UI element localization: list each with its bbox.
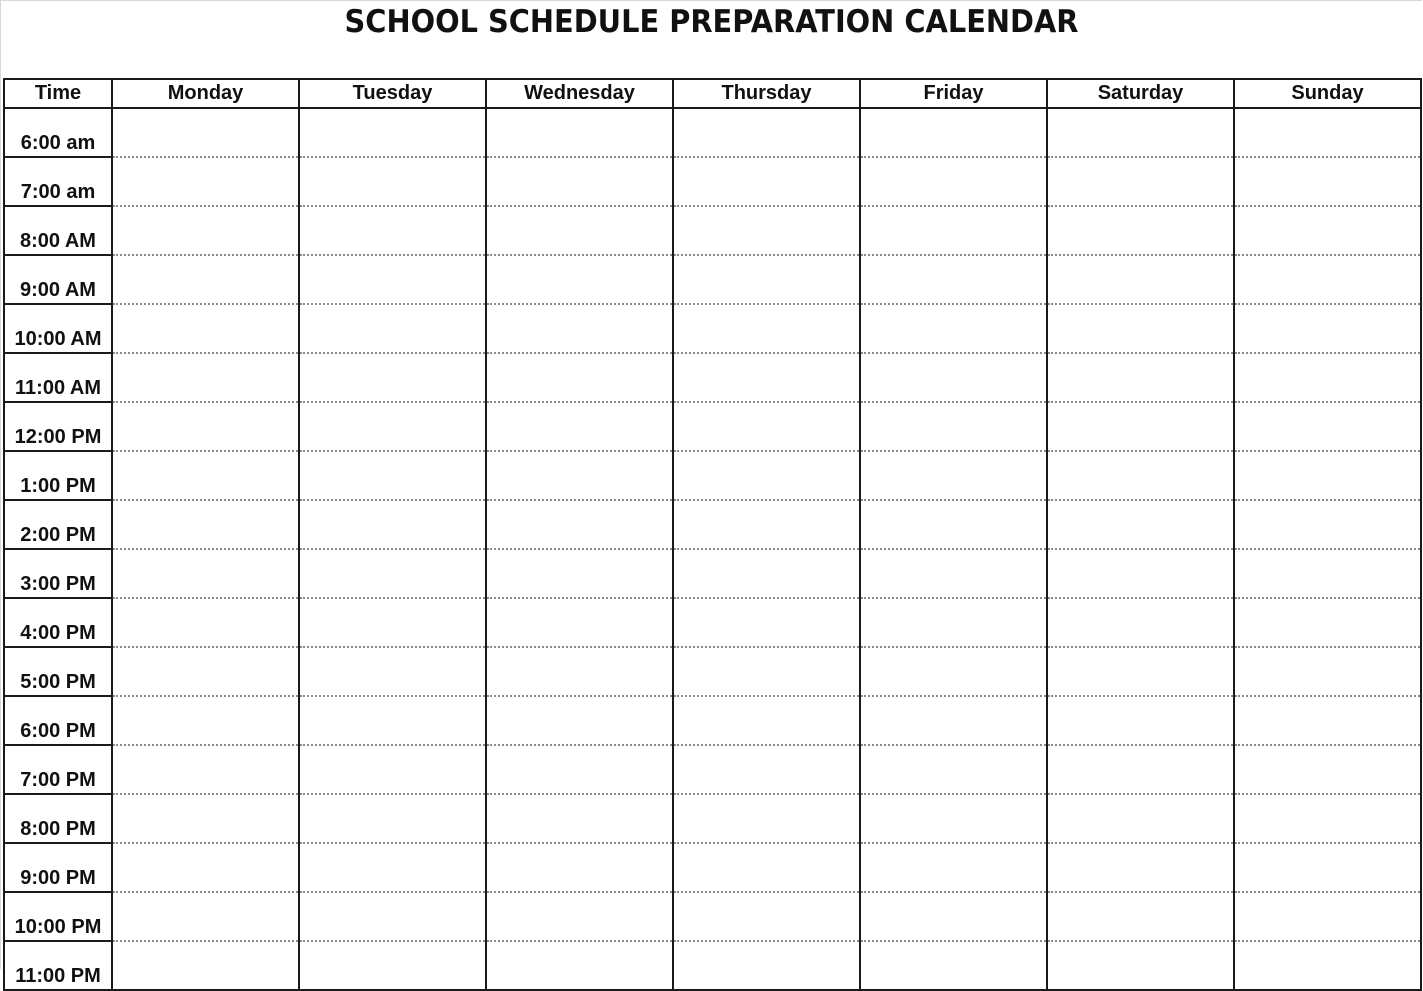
column-header-friday: Friday (860, 79, 1047, 108)
schedule-cell-thursday[interactable] (673, 500, 860, 549)
schedule-cell-wednesday[interactable] (486, 941, 673, 990)
schedule-cell-wednesday[interactable] (486, 304, 673, 353)
column-header-saturday: Saturday (1047, 79, 1234, 108)
schedule-cell-thursday[interactable] (673, 255, 860, 304)
schedule-cell-thursday[interactable] (673, 794, 860, 843)
schedule-cell-tuesday[interactable] (299, 157, 486, 206)
schedule-cell-thursday[interactable] (673, 108, 860, 157)
schedule-cell-friday[interactable] (860, 549, 1047, 598)
time-slot-row (4, 696, 1421, 745)
schedule-cell-friday[interactable] (860, 451, 1047, 500)
schedule-cell-tuesday[interactable] (299, 892, 486, 941)
schedule-cell-saturday[interactable] (1047, 843, 1234, 892)
column-header-sunday: Sunday (1234, 79, 1421, 108)
column-header-tuesday: Tuesday (299, 79, 486, 108)
schedule-cell-friday[interactable] (860, 402, 1047, 451)
time-label: 9:00 AM (4, 255, 112, 304)
schedule-cell-wednesday[interactable] (486, 206, 673, 255)
time-slot-row (4, 108, 1421, 157)
time-label: 7:00 PM (4, 745, 112, 794)
schedule-cell-tuesday[interactable] (299, 745, 486, 794)
schedule-cell-friday[interactable] (860, 892, 1047, 941)
time-slot-row (4, 843, 1421, 892)
schedule-cell-thursday[interactable] (673, 843, 860, 892)
time-slot-row (4, 647, 1421, 696)
schedule-cell-sunday[interactable] (1234, 696, 1421, 745)
schedule-cell-friday[interactable] (860, 647, 1047, 696)
schedule-cell-sunday[interactable] (1234, 206, 1421, 255)
schedule-cell-wednesday[interactable] (486, 843, 673, 892)
schedule-cell-friday[interactable] (860, 206, 1047, 255)
schedule-cell-monday[interactable] (112, 598, 299, 647)
schedule-cell-sunday[interactable] (1234, 255, 1421, 304)
schedule-cell-friday[interactable] (860, 108, 1047, 157)
schedule-cell-friday[interactable] (860, 696, 1047, 745)
schedule-cell-tuesday[interactable] (299, 500, 486, 549)
schedule-cell-saturday[interactable] (1047, 696, 1234, 745)
header-row (4, 79, 1421, 108)
time-label: 1:00 PM (4, 451, 112, 500)
schedule-cell-sunday[interactable] (1234, 892, 1421, 941)
schedule-cell-sunday[interactable] (1234, 108, 1421, 157)
time-slot-row (4, 402, 1421, 451)
schedule-cell-saturday[interactable] (1047, 598, 1234, 647)
schedule-table (3, 78, 1422, 991)
schedule-cell-friday[interactable] (860, 500, 1047, 549)
time-slot-row (4, 157, 1421, 206)
schedule-cell-monday[interactable] (112, 206, 299, 255)
time-label: 7:00 am (4, 157, 112, 206)
schedule-cell-monday[interactable] (112, 451, 299, 500)
column-header-time: Time (4, 79, 112, 108)
schedule-cell-thursday[interactable] (673, 206, 860, 255)
schedule-cell-thursday[interactable] (673, 157, 860, 206)
schedule-cell-thursday[interactable] (673, 353, 860, 402)
schedule-cell-monday[interactable] (112, 108, 299, 157)
schedule-cell-thursday[interactable] (673, 696, 860, 745)
schedule-cell-tuesday[interactable] (299, 598, 486, 647)
time-label: 8:00 PM (4, 794, 112, 843)
time-label: 4:00 PM (4, 598, 112, 647)
schedule-cell-wednesday[interactable] (486, 402, 673, 451)
schedule-cell-friday[interactable] (860, 598, 1047, 647)
column-header-monday: Monday (112, 79, 299, 108)
schedule-cell-monday[interactable] (112, 402, 299, 451)
schedule-cell-sunday[interactable] (1234, 745, 1421, 794)
time-slot-row (4, 255, 1421, 304)
schedule-cell-tuesday[interactable] (299, 647, 486, 696)
schedule-cell-tuesday[interactable] (299, 941, 486, 990)
time-label: 8:00 AM (4, 206, 112, 255)
schedule-cell-saturday[interactable] (1047, 500, 1234, 549)
schedule-cell-thursday[interactable] (673, 304, 860, 353)
column-header-wednesday: Wednesday (486, 79, 673, 108)
schedule-cell-thursday[interactable] (673, 598, 860, 647)
time-label: 3:00 PM (4, 549, 112, 598)
schedule-cell-monday[interactable] (112, 843, 299, 892)
schedule-cell-friday[interactable] (860, 157, 1047, 206)
schedule-cell-tuesday[interactable] (299, 255, 486, 304)
schedule-cell-wednesday[interactable] (486, 157, 673, 206)
time-label: 6:00 PM (4, 696, 112, 745)
schedule-cell-wednesday[interactable] (486, 108, 673, 157)
schedule-cell-saturday[interactable] (1047, 157, 1234, 206)
schedule-cell-saturday[interactable] (1047, 206, 1234, 255)
schedule-cell-wednesday[interactable] (486, 892, 673, 941)
time-slot-row (4, 500, 1421, 549)
time-label: 12:00 PM (4, 402, 112, 451)
schedule-cell-tuesday[interactable] (299, 108, 486, 157)
time-label: 2:00 PM (4, 500, 112, 549)
schedule-cell-friday[interactable] (860, 255, 1047, 304)
schedule-cell-sunday[interactable] (1234, 402, 1421, 451)
time-label: 10:00 AM (4, 304, 112, 353)
schedule-cell-saturday[interactable] (1047, 255, 1234, 304)
time-slot-row (4, 206, 1421, 255)
schedule-cell-sunday[interactable] (1234, 549, 1421, 598)
schedule-cell-sunday[interactable] (1234, 647, 1421, 696)
schedule-cell-sunday[interactable] (1234, 843, 1421, 892)
schedule-cell-monday[interactable] (112, 794, 299, 843)
time-label: 11:00 PM (4, 941, 112, 990)
schedule-cell-friday[interactable] (860, 941, 1047, 990)
schedule-cell-saturday[interactable] (1047, 304, 1234, 353)
schedule-cell-monday[interactable] (112, 353, 299, 402)
schedule-cell-tuesday[interactable] (299, 794, 486, 843)
schedule-cell-thursday[interactable] (673, 451, 860, 500)
schedule-cell-monday[interactable] (112, 941, 299, 990)
schedule-cell-sunday[interactable] (1234, 451, 1421, 500)
schedule-cell-tuesday[interactable] (299, 206, 486, 255)
time-slot-row (4, 304, 1421, 353)
schedule-cell-saturday[interactable] (1047, 794, 1234, 843)
schedule-cell-tuesday[interactable] (299, 402, 486, 451)
column-header-thursday: Thursday (673, 79, 860, 108)
schedule-cell-saturday[interactable] (1047, 353, 1234, 402)
schedule-cell-thursday[interactable] (673, 549, 860, 598)
schedule-cell-wednesday[interactable] (486, 696, 673, 745)
schedule-cell-monday[interactable] (112, 696, 299, 745)
schedule-cell-monday[interactable] (112, 157, 299, 206)
schedule-cell-saturday[interactable] (1047, 402, 1234, 451)
schedule-cell-saturday[interactable] (1047, 941, 1234, 990)
schedule-cell-wednesday[interactable] (486, 745, 673, 794)
schedule-cell-wednesday[interactable] (486, 255, 673, 304)
schedule-cell-sunday[interactable] (1234, 353, 1421, 402)
schedule-cell-monday[interactable] (112, 647, 299, 696)
schedule-cell-sunday[interactable] (1234, 157, 1421, 206)
time-slot-row (4, 941, 1421, 990)
schedule-cell-wednesday[interactable] (486, 451, 673, 500)
schedule-cell-wednesday[interactable] (486, 500, 673, 549)
schedule-body (4, 108, 1421, 990)
schedule-cell-sunday[interactable] (1234, 500, 1421, 549)
schedule-cell-tuesday[interactable] (299, 353, 486, 402)
page-title: SCHOOL SCHEDULE PREPARATION CALENDAR (344, 4, 1079, 40)
schedule-cell-sunday[interactable] (1234, 794, 1421, 843)
schedule-cell-thursday[interactable] (673, 745, 860, 794)
time-slot-row (4, 794, 1421, 843)
schedule-cell-tuesday[interactable] (299, 696, 486, 745)
schedule-cell-monday[interactable] (112, 892, 299, 941)
time-slot-row (4, 451, 1421, 500)
schedule-cell-monday[interactable] (112, 304, 299, 353)
schedule-cell-thursday[interactable] (673, 647, 860, 696)
schedule-cell-monday[interactable] (112, 255, 299, 304)
schedule-cell-friday[interactable] (860, 843, 1047, 892)
schedule-cell-friday[interactable] (860, 794, 1047, 843)
time-slot-row (4, 598, 1421, 647)
time-label: 9:00 PM (4, 843, 112, 892)
schedule-cell-saturday[interactable] (1047, 549, 1234, 598)
schedule-cell-wednesday[interactable] (486, 598, 673, 647)
schedule-cell-wednesday[interactable] (486, 353, 673, 402)
schedule-cell-saturday[interactable] (1047, 745, 1234, 794)
schedule-cell-friday[interactable] (860, 745, 1047, 794)
schedule-cell-tuesday[interactable] (299, 549, 486, 598)
time-label: 5:00 PM (4, 647, 112, 696)
time-slot-row (4, 892, 1421, 941)
time-slot-row (4, 353, 1421, 402)
schedule-cell-tuesday[interactable] (299, 304, 486, 353)
schedule-cell-saturday[interactable] (1047, 451, 1234, 500)
time-label: 10:00 PM (4, 892, 112, 941)
schedule-cell-saturday[interactable] (1047, 892, 1234, 941)
time-label: 6:00 am (4, 108, 112, 157)
schedule-cell-sunday[interactable] (1234, 304, 1421, 353)
schedule-cell-tuesday[interactable] (299, 451, 486, 500)
schedule-cell-monday[interactable] (112, 549, 299, 598)
schedule-cell-saturday[interactable] (1047, 108, 1234, 157)
schedule-cell-thursday[interactable] (673, 892, 860, 941)
schedule-cell-monday[interactable] (112, 745, 299, 794)
schedule-cell-saturday[interactable] (1047, 647, 1234, 696)
schedule-cell-wednesday[interactable] (486, 549, 673, 598)
schedule-cell-wednesday[interactable] (486, 794, 673, 843)
schedule-cell-monday[interactable] (112, 500, 299, 549)
time-slot-row (4, 745, 1421, 794)
schedule-cell-friday[interactable] (860, 353, 1047, 402)
schedule-cell-thursday[interactable] (673, 402, 860, 451)
schedule-cell-friday[interactable] (860, 304, 1047, 353)
schedule-cell-sunday[interactable] (1234, 941, 1421, 990)
time-label: 11:00 AM (4, 353, 112, 402)
schedule-cell-wednesday[interactable] (486, 647, 673, 696)
schedule-cell-sunday[interactable] (1234, 598, 1421, 647)
schedule-cell-thursday[interactable] (673, 941, 860, 990)
time-slot-row (4, 549, 1421, 598)
schedule-cell-tuesday[interactable] (299, 843, 486, 892)
